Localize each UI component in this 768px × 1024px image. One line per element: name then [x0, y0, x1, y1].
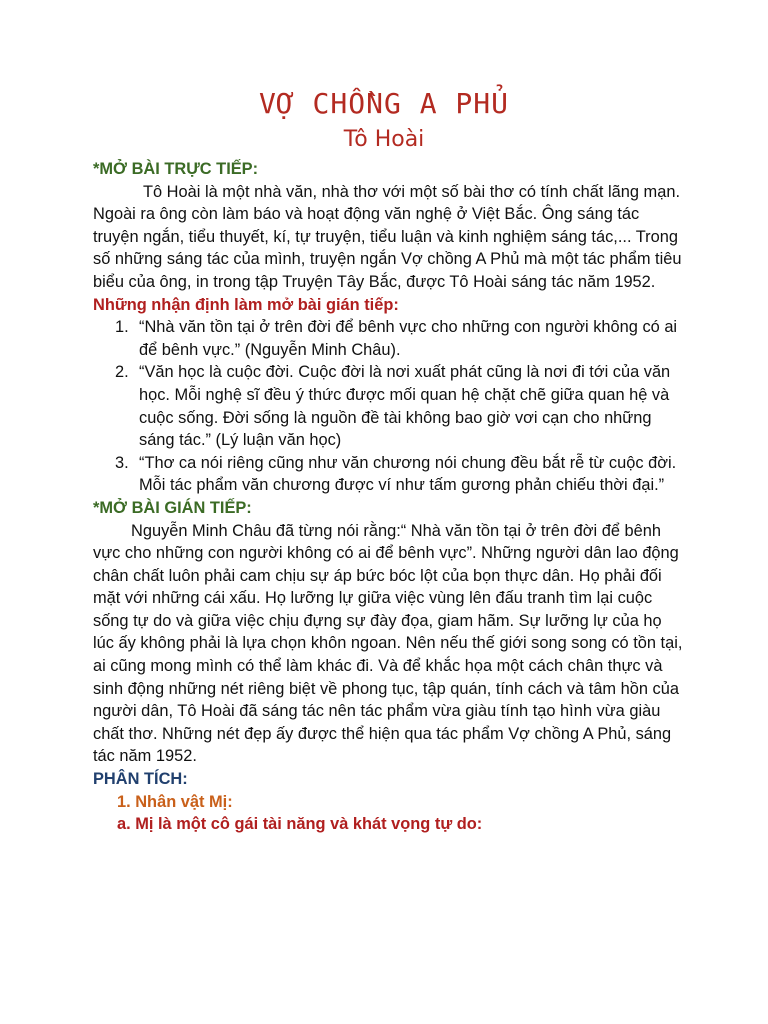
- subheading-mi-talent: a. Mị là một cô gái tài năng và khát vọng tự do:: [117, 815, 483, 834]
- list-item-number: 1.: [115, 318, 129, 337]
- list-item-number: 2.: [115, 363, 129, 382]
- list-item-text: “Nhà văn tồn tại ở trên đời để bênh vực cho những con người không có ai để bênh vực.” (Nguyễn Minh Châu).: [139, 318, 678, 359]
- list-item-text: “Văn học là cuộc đời. Cuộc đời là nơi xuất phát cũng là nơi đi tới của văn học. Mỗi nghệ sĩ đều ý thức được mối quan hệ chặt chẽ giữa quan hệ và cuộc sống. Đời sống là nguồn đề tài không bao giờ vơi cạn cho những sáng tác.” (Lý luận văn học): [139, 363, 671, 450]
- quotes-list: [93, 316, 683, 497]
- list-item: [93, 361, 683, 451]
- section-heading-direct-intro: *MỞ BÀI TRỰC TIẾP:: [93, 160, 259, 178]
- section-heading-analysis: PHÂN TÍCH:: [93, 770, 188, 789]
- list-item-text: “Thơ ca nói riêng cũng như văn chương nói chung đều bắt rễ từ cuộc đời. Mỗi tác phẩm văn chương được ví như tấm gương phản chiếu thời đại.”: [139, 453, 677, 495]
- list-item: [93, 452, 683, 497]
- list-item: [93, 316, 683, 361]
- document-author: Tô Hoài: [343, 127, 425, 152]
- list-item-number: 3.: [115, 453, 129, 472]
- direct-intro-paragraph: Tô Hoài là một nhà văn, nhà thơ với một số bài thơ có tính chất lãng mạn. Ngoài ra ông còn làm báo và hoạt động văn nghệ ở Việt Bắc. Ông sáng tác truyện ngắn, tiểu thuyết, kí, tự truyện, tiểu luận và kinh nghiệm sáng tác,... Trong số những sáng tác của mình, truyện ngắn Vợ chồng A Phủ mà một tác phẩm tiêu biểu của ông, in trong tập Truyện Tây Bắc, được Tô Hoài sáng tác năm 1952.: [93, 182, 682, 291]
- document-body: [93, 158, 683, 836]
- section-heading-quotes: Những nhận định làm mở bài gián tiếp:: [93, 295, 399, 314]
- indirect-intro-paragraph: Nguyễn Minh Châu đã từng nói rằng:“ Nhà văn tồn tại ở trên đời để bênh vực cho những con người không có ai để bênh vực”. Những người dân lao động chân chất luôn phải cam chịu sự áp bức bóc lột của bọn thực dân. Họ phải đối mặt với những cái xấu. Họ lưỡng lự giữa việc vùng lên đấu tranh tìm lại cuộc sống tự do và giữa việc chịu đựng sự đày đọa, giam hãm. Sự lưỡng lự của họ lúc ấy không phải là lựa chọn khôn ngoan. Nên nếu thế giới song song có tồn tại, ai cũng mong mình có thể làm khác đi. Và để khắc họa một cách chân thực và sinh động những nét riêng biệt về phong tục, tập quán, tính cách và tâm hồn của người dân, Tô Hoài đã sáng tác nên tác phẩm vừa giàu tính tạo hình vừa giàu chất thơ. Những nét đẹp ấy được thể hiện qua tác phẩm Vợ chồng A Phủ, sáng tác năm 1952.: [93, 521, 683, 766]
- subheading-character-mi: 1. Nhân vật Mị:: [117, 792, 233, 811]
- document-title: VỢ CHỒNG A PHỦ: [258, 87, 509, 120]
- section-heading-indirect-intro: *MỞ BÀI GIÁN TIẾP:: [93, 498, 252, 517]
